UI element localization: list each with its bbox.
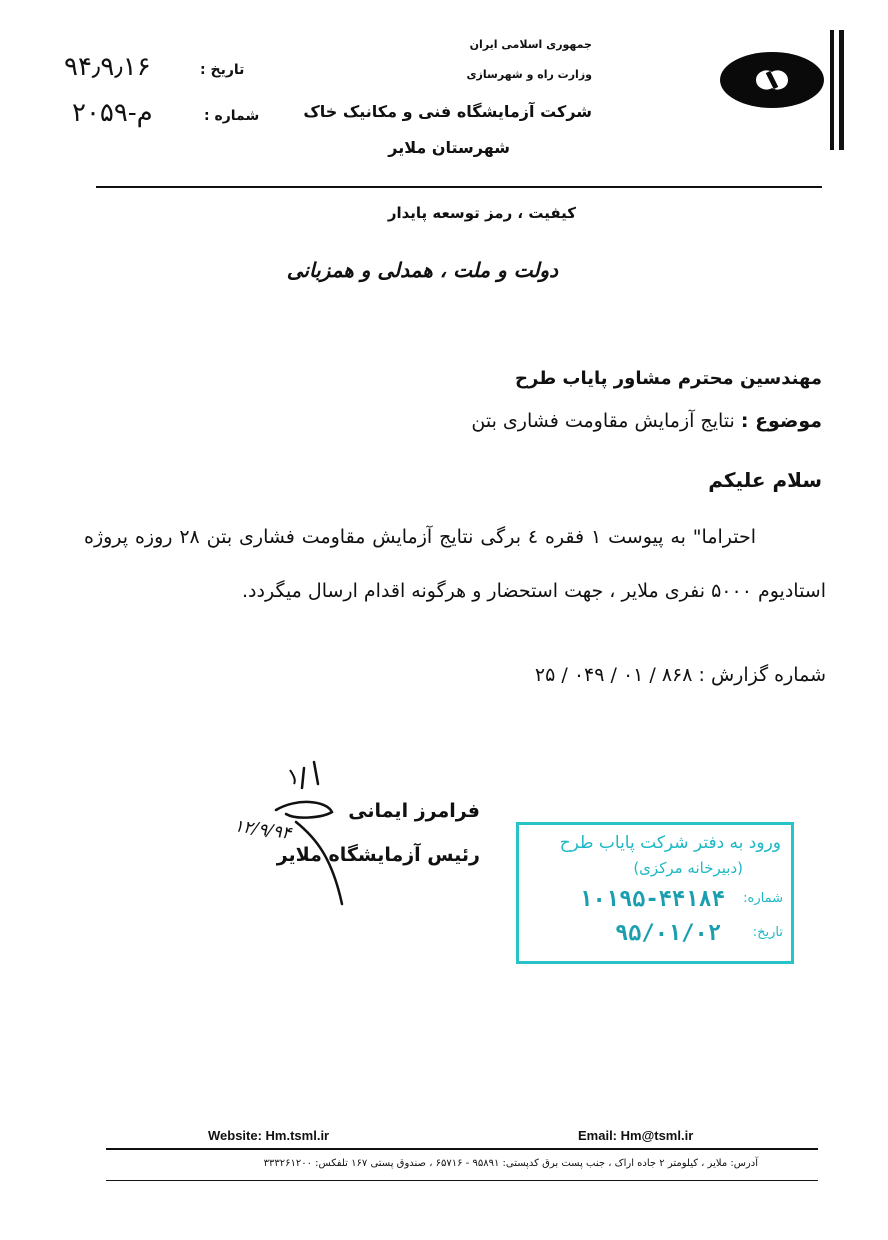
subject-line — [471, 410, 822, 432]
stamp-number-value: ۱۰۱۹۵-۴۴۱۸۴ — [579, 887, 725, 912]
number-label: شماره : — [204, 108, 260, 124]
company-name: شرکت آزمایشگاه فنی و مکانیک خاک — [303, 102, 592, 121]
city-name: شهرستان ملایر — [388, 138, 510, 157]
footer-email: Email: Hm@tsml.ir — [578, 1128, 694, 1143]
ministry-text: وزارت راه و شهرسازی — [466, 68, 592, 81]
footer-divider-top — [106, 1148, 818, 1150]
stamp-date-label: تاریخ: — [752, 925, 783, 940]
letter-paragraph: احتراما" به پیوست ۱ فقره ٤ برگی نتایج آزمایش مقاومت فشاری بتن ۲۸ روزه پروژه استادیوم ۵۰۰۰ نفری ملایر ، جهت استحضار و هرگونه اقدام ارسال میگردد. — [84, 526, 826, 602]
header-divider — [96, 186, 822, 188]
signer-name: فرامرز ایمانی — [348, 800, 480, 822]
footer-divider-bottom — [106, 1180, 818, 1181]
signer-title: رئیس آزمایشگاه ملایر — [276, 844, 480, 866]
stamp-number-label: شماره: — [743, 891, 783, 906]
footer-website: Website: Hm.tsml.ir — [208, 1128, 330, 1143]
handwritten-date: ۱۲/۹/۹۴ — [232, 816, 293, 844]
logo-side-bars — [830, 30, 846, 150]
subject-label: موضوع : — [740, 410, 822, 432]
date-label: تاریخ : — [200, 62, 245, 78]
subject-text: نتایج آزمایش مقاومت فشاری بتن — [471, 410, 735, 432]
received-stamp — [516, 822, 794, 964]
stamp-line2: (دبیرخانه مرکزی) — [633, 859, 743, 877]
company-logo — [718, 50, 826, 110]
republic-text: جمهوری اسلامی ایران — [469, 38, 592, 51]
government-motto: دولت و ملت ، همدلی و همزبانی — [286, 258, 558, 282]
footer-address: آدرس: ملایر ، کیلومتر ۲ جاده اراک ، جنب پست برق کدپستی: ۹۵۸۹۱ - ۶۵۷۱۶ ، صندوق پستی ۱۶۷ تلفکس: ۳۳۳۲۶۱۲۰۰ — [263, 1158, 758, 1169]
quality-slogan: کیفیت ، رمز توسعه پایدار — [387, 204, 576, 222]
greeting: سلام علیکم — [708, 468, 822, 492]
report-number-line: شماره گزارش : ۸۶۸ / ۰۱ / ۰۴۹ / ۲۵ — [534, 664, 826, 686]
number-value: م-۲۰۵۹ — [72, 98, 153, 128]
stamp-line1: ورود به دفتر شرکت پایاب طرح — [559, 833, 781, 853]
stamp-date-value: ۹۵/۰۱/۰۲ — [615, 921, 721, 946]
date-value: ۹۴٫۹٫۱۶ — [64, 52, 151, 82]
recipient-line: مهندسین محترم مشاور پایاب طرح — [515, 368, 822, 389]
